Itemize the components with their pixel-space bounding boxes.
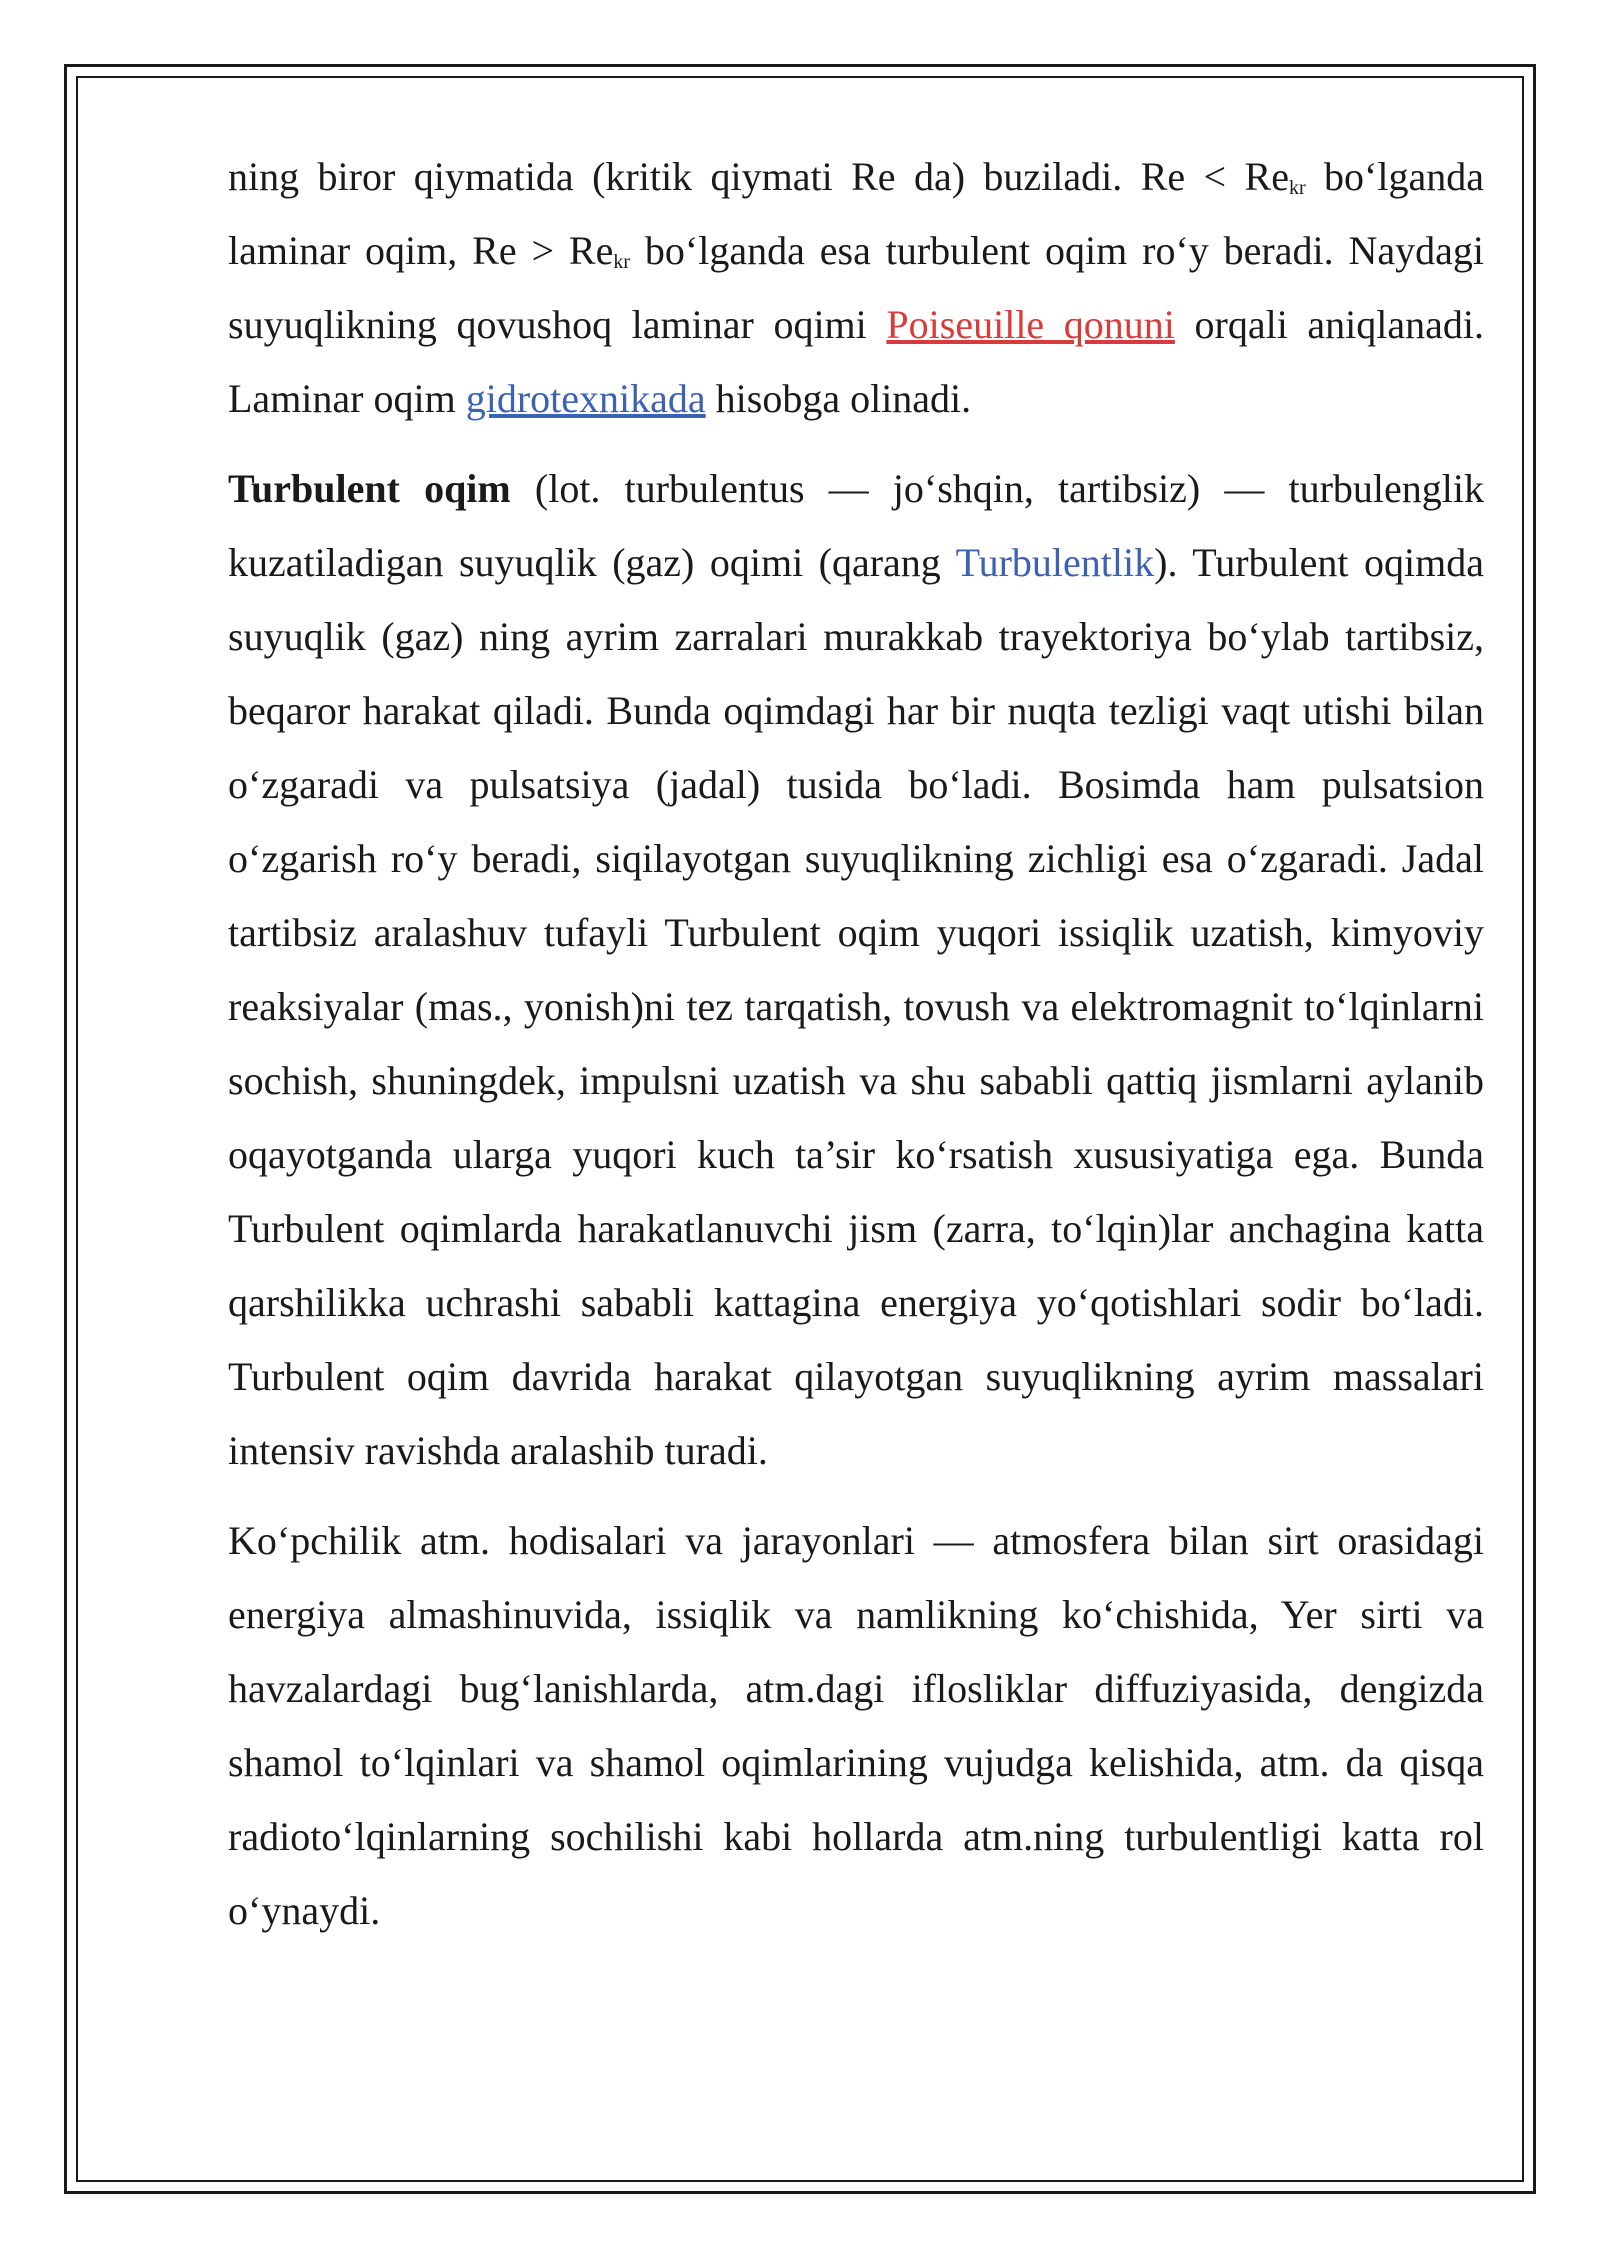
subscript-kr: kr [1288, 177, 1306, 199]
text-span: bo‘lganda esa turbulent oqim ro‘y beradi. Naydagi suyuqlikning qovushoq laminar oqimi [228, 228, 1484, 347]
text-span: (lot. turbulentus — jo‘shqin, tartibsiz) — turbulenglik kuzatiladigan suyuqlik (gaz) oqimi (qarang [228, 466, 1484, 585]
paragraph-laminar [228, 140, 1484, 436]
paragraph-atmosphere [228, 1504, 1484, 1948]
subscript-kr: kr [613, 251, 631, 273]
text-span: orqali aniqlanadi. Laminar oqim [228, 302, 1485, 421]
link-poiseuille-qonuni[interactable]: Poiseuille qonuni [886, 302, 1175, 347]
link-turbulentlik[interactable]: Turbulentlik [955, 540, 1155, 585]
text-span: bo‘lganda laminar oqim, Re > Re [228, 154, 1484, 273]
document-body [228, 140, 1484, 1964]
text-span: hisobga olinadi. [705, 376, 972, 421]
link-gidrotexnikada[interactable]: gidrotexnikada [465, 376, 706, 421]
paragraph-turbulent [228, 452, 1484, 1488]
text-span: ). Turbulent oqimda suyuqlik (gaz) ning ayrim zarralari murakkab trayektoriya bo‘ylab tartibsiz, beqaror harakat qiladi. Bunda oqimdagi har bir nuqta tezligi vaqt utishi bilan o‘zgaradi va pulsatsiya (jadal) tusida bo‘ladi. Bosimda ham pulsatsion o‘zgarish ro‘y beradi, siqilayotgan suyuqlikning zichligi esa o‘zgaradi. Jadal tartibsiz aralashuv tufayli Turbulent oqim yuqori issiqlik uzatish, kimyoviy reaksiyalar (mas., yonish)ni tez tarqatish, tovush va elektromagnit to‘lqinlarni sochish, shuningdek, impulsni uzatish va shu sababli qattiq jismlarni aylanib oqayotganda ularga yuqori kuch ta’sir ko‘rsatish xususiyatiga ega. Bunda Turbulent oqimlarda harakatlanuvchi jism (zarra, to‘lqin)lar anchagina katta qarshilikka uchrashi sababli kattagina energiya yo‘qotishlari sodir bo‘ladi. Turbulent oqim davrida harakat qilayotgan suyuqlikning ayrim massalari intensiv ravishda aralashib turadi. [228, 540, 1485, 1473]
text-span: ning biror qiymatida (kritik qiymati Re da) buziladi. Re < Re [228, 154, 1289, 199]
term-turbulent-oqim: Turbulent oqim [228, 466, 511, 511]
text-span: Ko‘pchilik atm. hodisalari va jarayonlari — atmosfera bilan sirt orasidagi energiya almashinuvida, issiqlik va namlikning ko‘chishida, Yer sirti va havzalardagi bug‘lanishlarda, atm.dagi iflosliklar diffuziyasida, dengizda shamol to‘lqinlari va shamol oqimlarining vujudga kelishida, atm. da qisqa radioto‘lqinlarning sochilishi kabi hollarda atm.ning turbulentligi katta rol o‘ynaydi. [228, 1518, 1484, 1933]
